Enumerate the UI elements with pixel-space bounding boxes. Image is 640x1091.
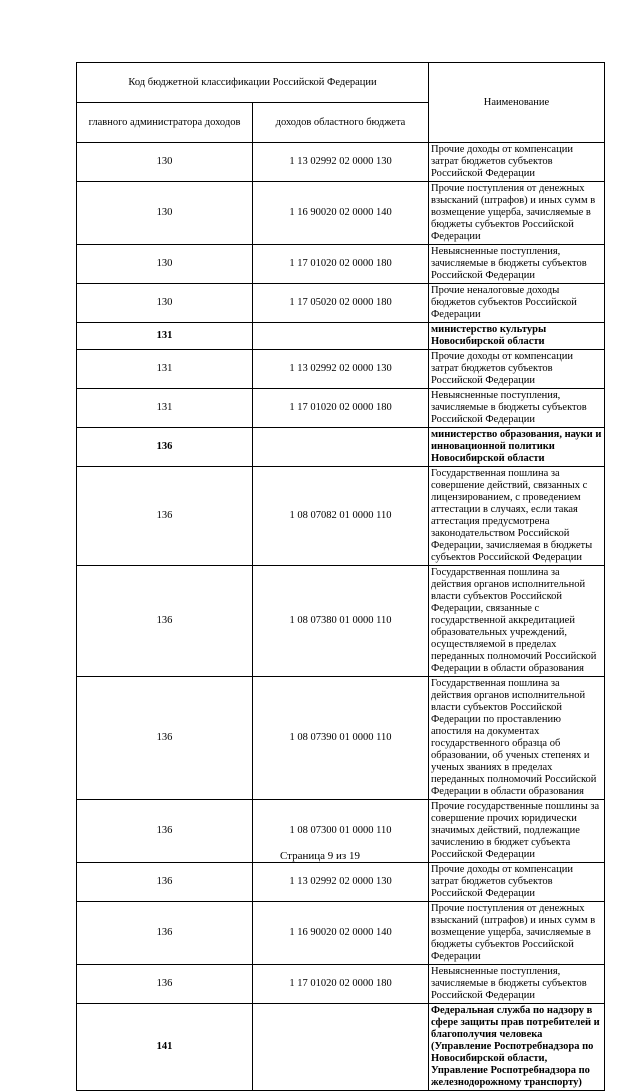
name-cell: Прочие поступления от денежных взысканий (штрафов) и иных сумм в возмещение ущерба, зачисляемые в бюджеты субъектов Российской Федерации	[429, 902, 605, 965]
table-row	[77, 428, 605, 467]
name-cell: Государственная пошлина за действия органов исполнительной власти субъектов Российской Федерации, связанные с государственной аккредитацией образовательных учреждений, осуществляемой в пределах переданных полномочий Российской Федерации в области образования	[429, 566, 605, 677]
header-group-cell: Код бюджетной классификации Российской Федерации	[77, 63, 429, 103]
admin-code-cell: 130	[77, 143, 253, 182]
revenue-code-cell: 1 16 90020 02 0000 140	[253, 902, 429, 965]
table-row	[77, 863, 605, 902]
admin-code-cell: 136	[77, 902, 253, 965]
table-row	[77, 284, 605, 323]
table-header-row	[77, 63, 605, 103]
name-cell: министерство культуры Новосибирской области	[429, 323, 605, 350]
name-cell: Невыясненные поступления, зачисляемые в бюджеты субъектов Российской Федерации	[429, 965, 605, 1004]
name-cell: Прочие поступления от денежных взысканий (штрафов) и иных сумм в возмещение ущерба, зачисляемые в бюджеты субъектов Российской Федерации	[429, 182, 605, 245]
admin-code-cell: 136	[77, 677, 253, 800]
table-row	[77, 467, 605, 566]
revenue-code-cell: 1 08 07390 01 0000 110	[253, 677, 429, 800]
table-row	[77, 1004, 605, 1091]
revenue-code-cell	[253, 1004, 429, 1091]
name-cell: Невыясненные поступления, зачисляемые в бюджеты субъектов Российской Федерации	[429, 245, 605, 284]
revenue-code-cell: 1 08 07380 01 0000 110	[253, 566, 429, 677]
revenue-code-cell: 1 13 02992 02 0000 130	[253, 863, 429, 902]
name-cell: Федеральная служба по надзору в сфере защиты прав потребителей и благополучия человека (Управление Роспотребнадзора по Новосибирской области, Управление Роспотребнадзора по железнодорожному транспорту)	[429, 1004, 605, 1091]
table-row	[77, 389, 605, 428]
revenue-code-cell: 1 17 01020 02 0000 180	[253, 965, 429, 1004]
table-row	[77, 323, 605, 350]
name-cell: Прочие неналоговые доходы бюджетов субъектов Российской Федерации	[429, 284, 605, 323]
admin-code-cell: 141	[77, 1004, 253, 1091]
header-admin-cell: главного администратора доходов	[77, 103, 253, 143]
name-cell: Прочие государственные пошлины за совершение прочих юридически значимых действий, подлежащие зачислению в бюджет субъекта Российской Федерации	[429, 800, 605, 863]
header-revenue-cell: доходов областного бюджета	[253, 103, 429, 143]
admin-code-cell: 131	[77, 389, 253, 428]
admin-code-cell: 136	[77, 863, 253, 902]
name-cell: Государственная пошлина за совершение действий, связанных с лицензированием, с проведением аттестации в случаях, если такая аттестация предусмотрена законодательством Российской Федерации, зачисляемая в бюджеты субъектов Российской Федерации	[429, 467, 605, 566]
revenue-code-cell: 1 17 05020 02 0000 180	[253, 284, 429, 323]
admin-code-cell: 136	[77, 965, 253, 1004]
table-row	[77, 677, 605, 800]
admin-code-cell: 130	[77, 284, 253, 323]
revenue-code-cell: 1 08 07082 01 0000 110	[253, 467, 429, 566]
name-cell: Невыясненные поступления, зачисляемые в бюджеты субъектов Российской Федерации	[429, 389, 605, 428]
revenue-code-cell: 1 16 90020 02 0000 140	[253, 182, 429, 245]
revenue-code-cell: 1 17 01020 02 0000 180	[253, 389, 429, 428]
revenue-code-cell: 1 13 02992 02 0000 130	[253, 350, 429, 389]
table-row	[77, 350, 605, 389]
name-cell: министерство образования, науки и инновационной политики Новосибирской области	[429, 428, 605, 467]
admin-code-cell: 131	[77, 323, 253, 350]
revenue-code-cell: 1 17 01020 02 0000 180	[253, 245, 429, 284]
table-row	[77, 965, 605, 1004]
admin-code-cell: 131	[77, 350, 253, 389]
table-row	[77, 182, 605, 245]
revenue-code-cell	[253, 428, 429, 467]
table-body	[77, 63, 605, 1091]
revenue-code-cell	[253, 323, 429, 350]
budget-classification-table	[76, 62, 605, 1091]
table-row	[77, 245, 605, 284]
table-row	[77, 143, 605, 182]
table-row	[77, 566, 605, 677]
admin-code-cell: 136	[77, 467, 253, 566]
admin-code-cell: 130	[77, 182, 253, 245]
revenue-code-cell: 1 13 02992 02 0000 130	[253, 143, 429, 182]
page-footer: Страница 9 из 19	[279, 850, 361, 862]
admin-code-cell: 130	[77, 245, 253, 284]
header-name-cell: Наименование	[429, 63, 605, 143]
table-row	[77, 902, 605, 965]
name-cell: Прочие доходы от компенсации затрат бюджетов субъектов Российской Федерации	[429, 143, 605, 182]
admin-code-cell: 136	[77, 800, 253, 863]
admin-code-cell: 136	[77, 428, 253, 467]
admin-code-cell: 136	[77, 566, 253, 677]
name-cell: Государственная пошлина за действия органов исполнительной власти субъектов Российской Федерации по проставлению апостиля на документах государственного образца об образовании, об ученых степенях и ученых званиях в пределах переданных полномочий Российской Федерации в области образования	[429, 677, 605, 800]
name-cell: Прочие доходы от компенсации затрат бюджетов субъектов Российской Федерации	[429, 350, 605, 389]
name-cell: Прочие доходы от компенсации затрат бюджетов субъектов Российской Федерации	[429, 863, 605, 902]
revenue-code-cell: 1 08 07300 01 0000 110	[253, 800, 429, 863]
